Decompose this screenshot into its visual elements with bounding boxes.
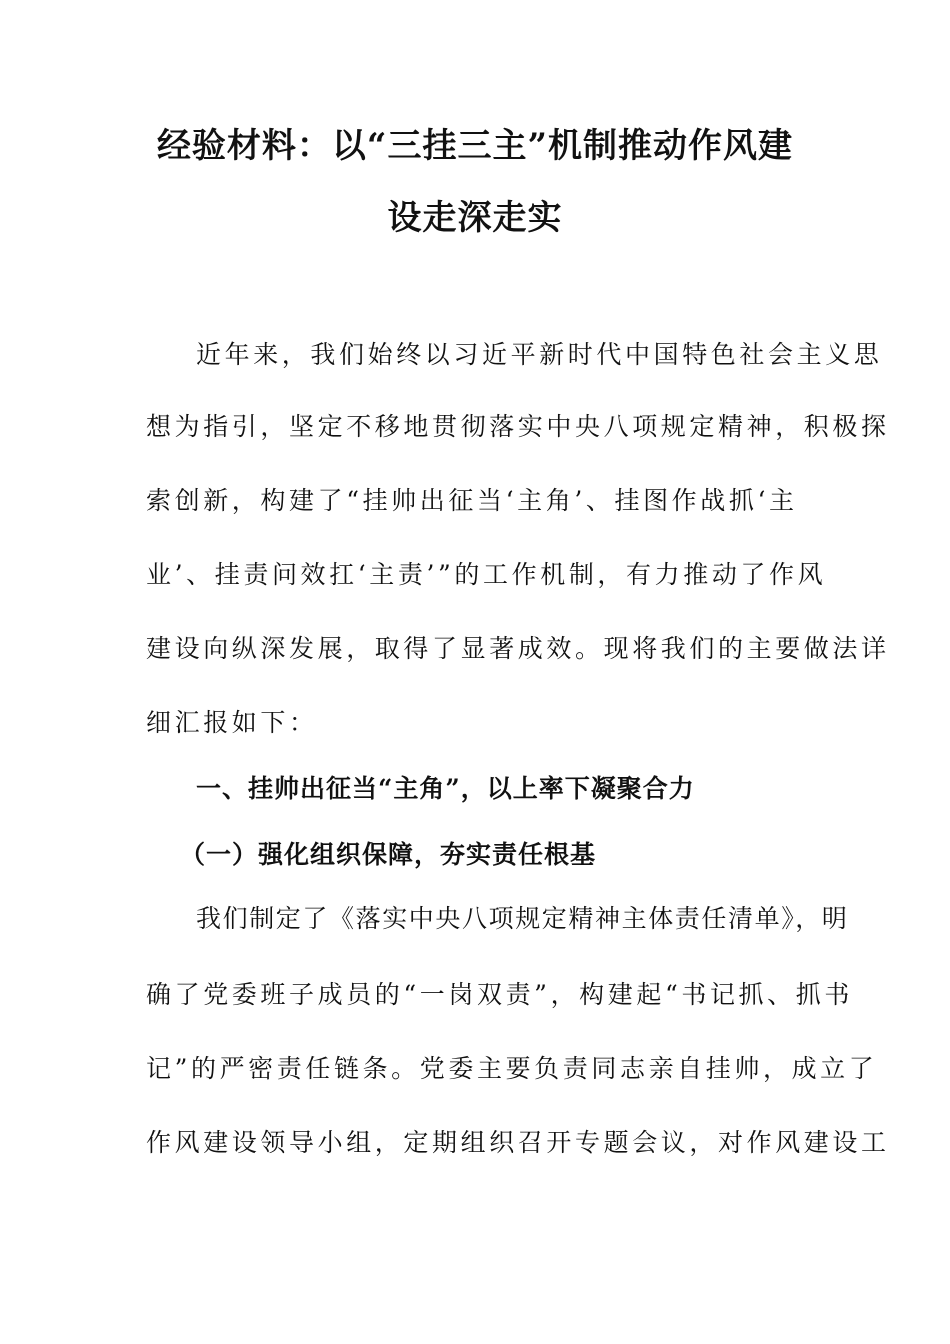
intro-line-5: 建设向纵深发展，取得了显著成效。现将我们的主要做法详 (146, 634, 890, 663)
intro-line-1: 近年来，我们始终以习近平新时代中国特色社会主义思 (196, 340, 883, 369)
intro-line-6: 细汇报如下： (146, 708, 318, 737)
para2-line-3: 记”的严密责任链条。党委主要负责同志亲自挂帅，成立了 (146, 1054, 878, 1083)
title-line-1: 经验材料：以“三挂三主”机制推动作风建 (156, 126, 794, 166)
intro-line-4: 业’、挂责问效扛‘主责’”的工作机制，有力推动了作风 (146, 560, 827, 589)
intro-line-2: 想为指引，坚定不移地贯彻落实中央八项规定精神，积极探 (146, 412, 890, 441)
title-line-2: 设走深走实 (387, 198, 563, 238)
para2-line-1: 我们制定了《落实中央八项规定精神主体责任清单》，明 (196, 904, 849, 933)
intro-line-3: 索创新，构建了“挂帅出征当‘主角’、挂图作战抓‘主 (146, 486, 798, 515)
para2-line-4: 作风建设领导小组，定期组织召开专题会议，对作风建设工 (146, 1128, 890, 1157)
document-title (145, 110, 805, 254)
subsection-heading-1: （一）强化组织保障，夯实责任根基 (180, 840, 597, 869)
para2-line-2: 确了党委班子成员的“一岗双责”，构建起“书记抓、抓书 (146, 980, 853, 1009)
section-heading-1: 一、挂帅出征当“主角”，以上率下凝聚合力 (196, 774, 695, 803)
